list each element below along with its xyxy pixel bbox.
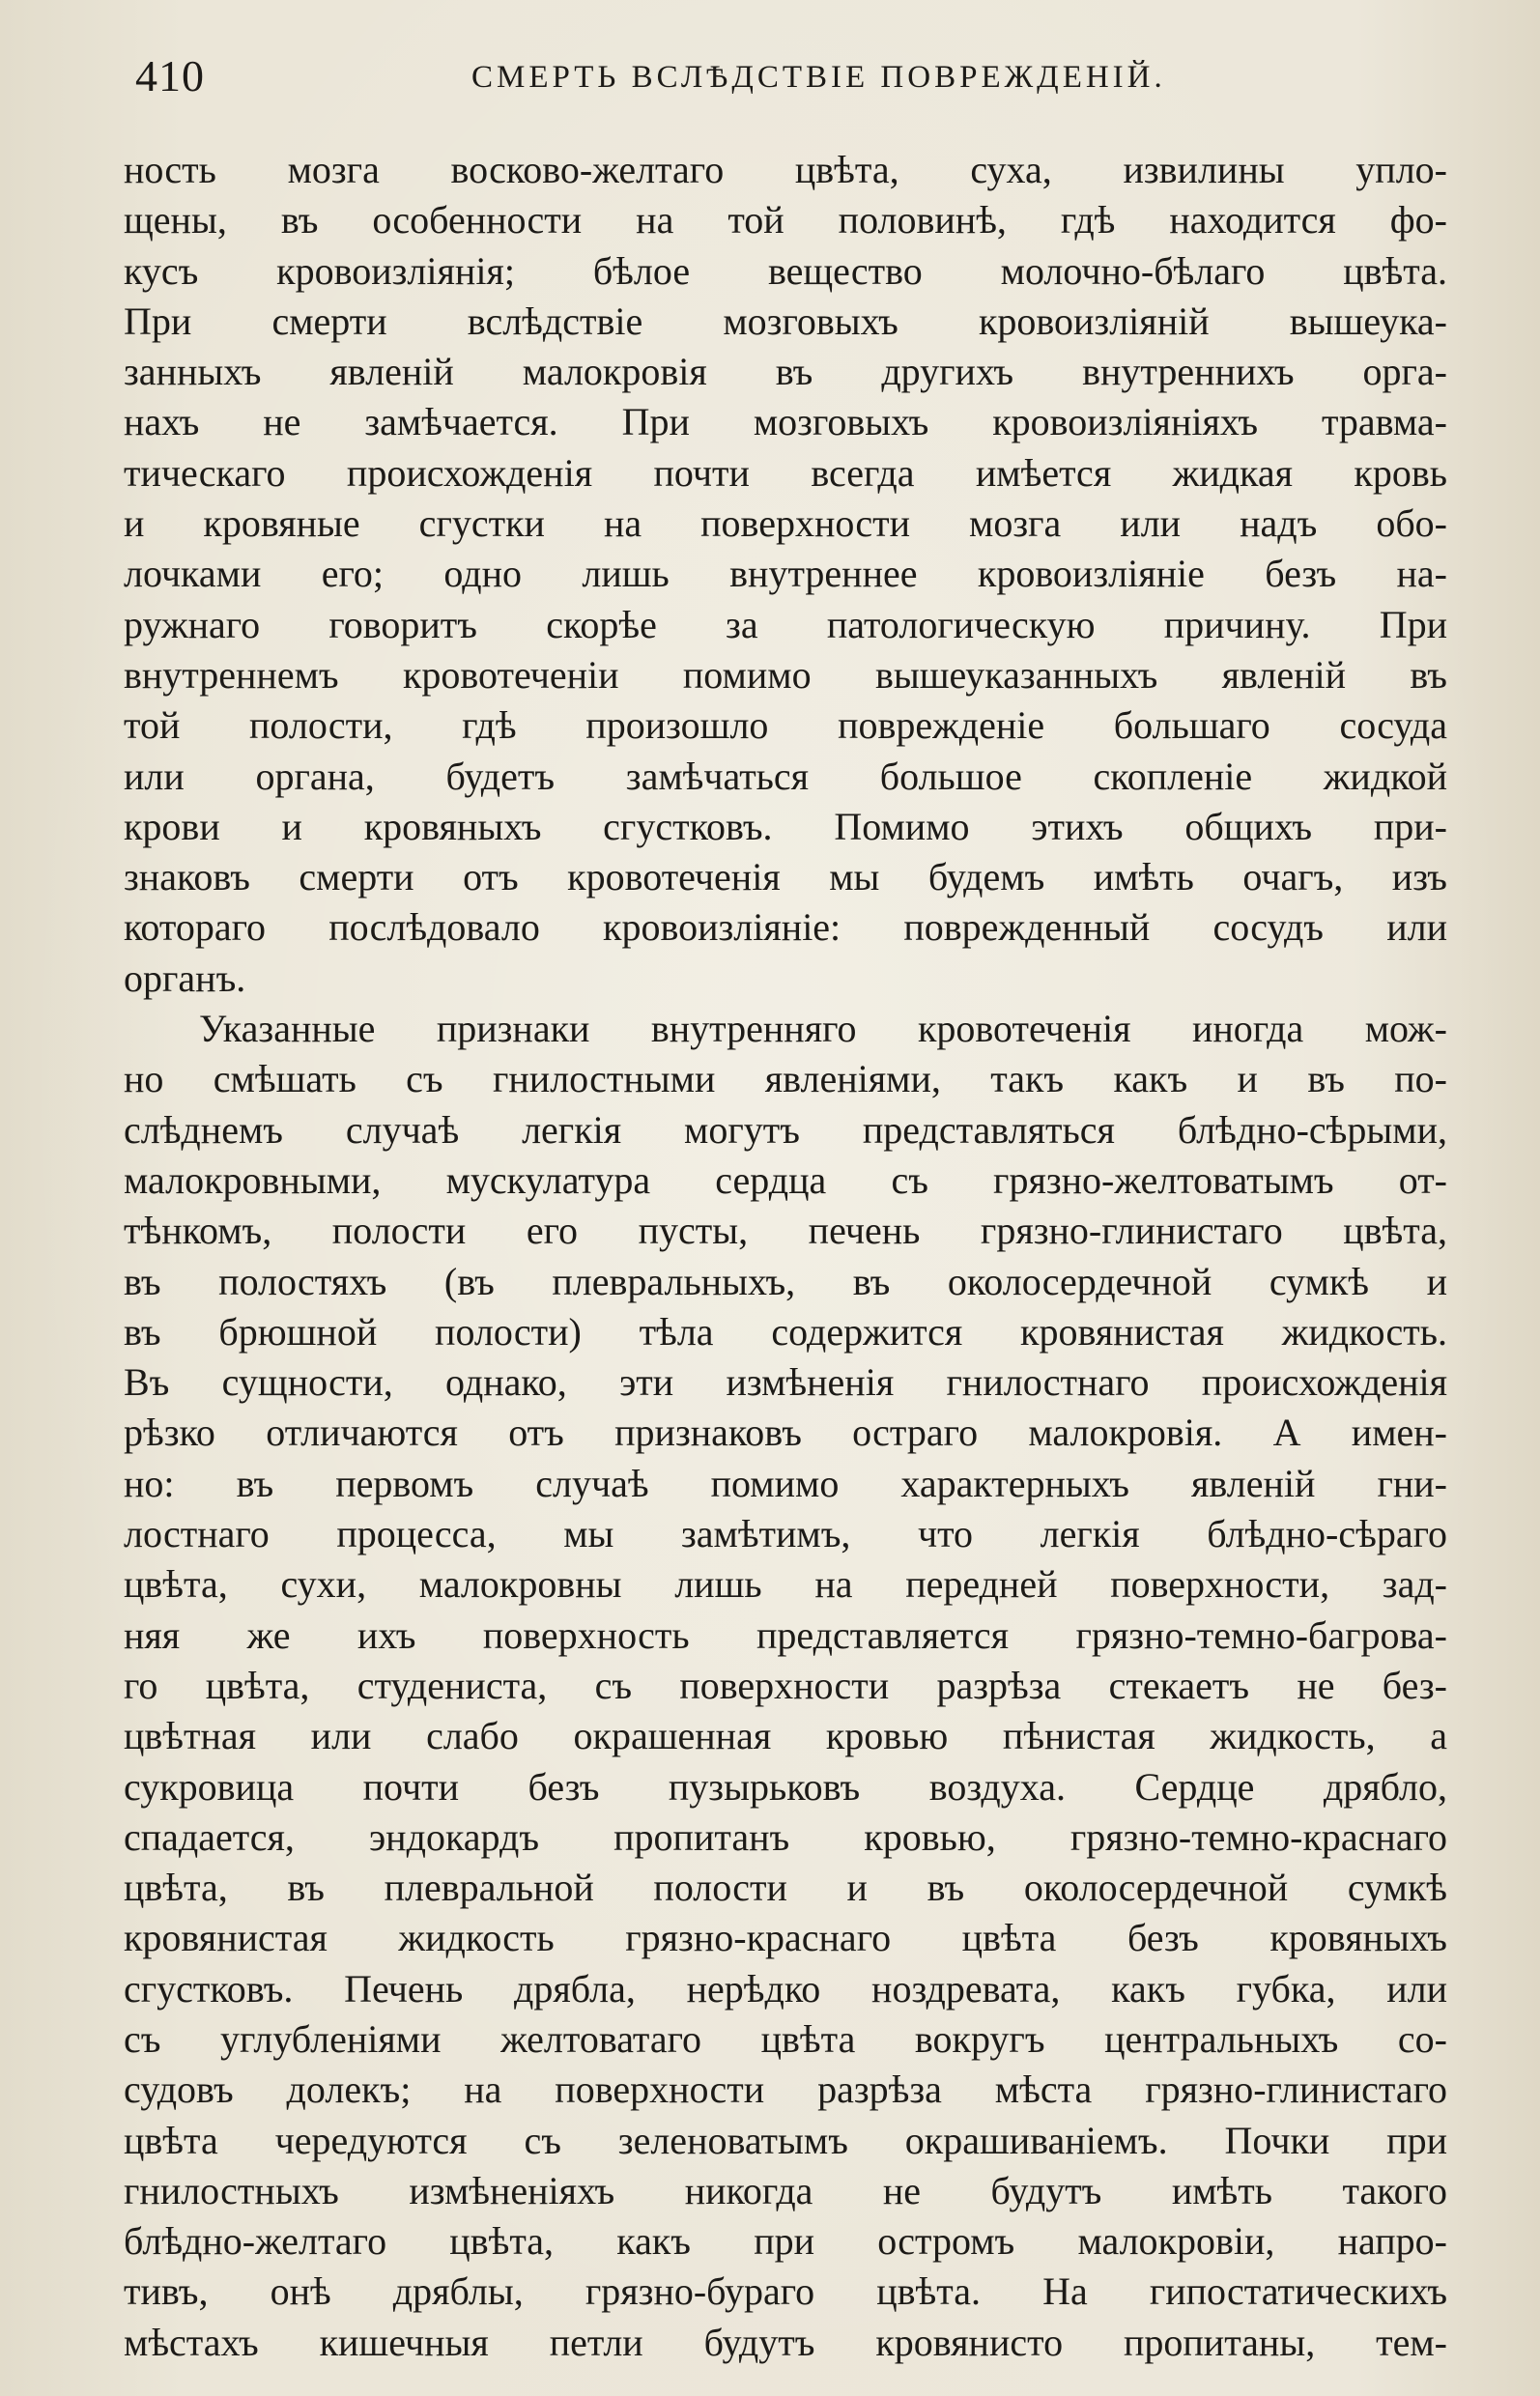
text-line: цвѣта чередуются съ зеленоватымъ окрашиванiемъ. Почки при [124, 2118, 1447, 2162]
text-line: котораго послѣдовало кровоизлiянiе: поврежденный сосудъ или [124, 905, 1447, 950]
text-line: При смерти вслѣдствiе мозговыхъ кровоизлiянiй вышеука- [124, 299, 1447, 343]
text-line: и кровяные сгустки на поверхности мозга или надъ обо- [124, 501, 1447, 546]
text-line: малокровными, мускулатура сердца съ грязно-желтоватымъ от- [124, 1157, 1447, 1202]
text-line: или органа, будетъ замѣчаться большое скопленiе жидкой [124, 754, 1447, 798]
text-line: крови и кровяныхъ сгустковъ. Помимо этихъ общихъ при- [124, 804, 1447, 848]
text-line: лостнаго процесса, мы замѣтимъ, что легкiя блѣдно-сѣраго [124, 1512, 1447, 1556]
page-number: 410 [135, 51, 205, 100]
text-line: съ углубленiями желтоватаго цвѣта вокругъ центральныхъ со- [124, 2016, 1447, 2061]
text-line: но: въ первомъ случаѣ помимо характерныхъ явленiй гни- [124, 1461, 1447, 1505]
text-line: щены, въ особенности на той половинѣ, гдѣ находится фо- [124, 198, 1447, 242]
text-line: няя же ихъ поверхность представляется грязно-темно-багрова- [124, 1612, 1447, 1657]
text-line: кусъ кровоизлiянiя; бѣлое вещество молочно-бѣлаго цвѣта. [124, 248, 1447, 293]
text-line: рѣзко отличаются отъ признаковъ остраго малокровiя. А имен- [124, 1411, 1447, 1455]
text-line: занныхъ явленiй малокровiя въ другихъ внутреннихъ орга- [124, 350, 1447, 394]
text-line: тѣнкомъ, полости его пусты, печень грязно-глинистаго цвѣта, [124, 1209, 1447, 1253]
text-line: спадается, эндокардъ пропитанъ кровью, грязно-темно-краснаго [124, 1814, 1447, 1859]
text-line: нахъ не замѣчается. При мозговыхъ кровоизлiянiяхъ травма- [124, 400, 1447, 444]
text-line: судовъ долекъ; на поверхности разрѣза мѣста грязно-глинистаго [124, 2068, 1447, 2112]
text-line: гнилостныхъ измѣненiяхъ никогда не будутъ имѣть такого [124, 2168, 1447, 2212]
text-line: въ брюшной полости) тѣла содержится кровянистая жидкость. [124, 1309, 1447, 1354]
text-line: но смѣшать съ гнилостными явленiями, такъ какъ и въ по- [124, 1057, 1447, 1101]
text-line: мѣстахъ кишечныя петли будутъ кровянисто пропитаны, тем- [124, 2320, 1447, 2364]
text-line: внутреннемъ кровотеченiи помимо вышеуказанныхъ явленiй въ [124, 652, 1447, 697]
running-head [124, 50, 1457, 108]
text-line: знаковъ смерти отъ кровотеченiя мы будемъ имѣть очагъ, изъ [124, 855, 1447, 899]
text-line: цвѣта, въ плевральной полости и въ околосердечной сумкѣ [124, 1866, 1447, 1910]
text-line: тивъ, онѣ дряблы, грязно-бураго цвѣта. На гипостатическихъ [124, 2269, 1447, 2314]
text-line: сгустковъ. Печень дрябла, нерѣдко ноздревата, какъ губка, или [124, 1966, 1447, 2011]
body-text [124, 145, 1447, 2368]
text-line: лочками его; одно лишь внутреннее кровоизлiянiе безъ на- [124, 552, 1447, 596]
text-line: той полости, гдѣ произошло поврежденiе большаго сосуда [124, 703, 1447, 748]
text-line: кровянистая жидкость грязно-краснаго цвѣта безъ кровяныхъ [124, 1916, 1447, 1960]
paragraph-start-line: Указанные признаки внутренняго кровотеченiя иногда мож- [199, 1007, 1447, 1051]
text-line: тическаго происхожденiя почти всегда имѣется жидкая кровь [124, 450, 1447, 495]
text-line: ружнаго говоритъ скорѣе за патологическую причину. При [124, 602, 1447, 646]
text-line: сукровица почти безъ пузырьковъ воздуха. Сердце дрябло, [124, 1764, 1447, 1809]
text-line: ность мозга восково-желтаго цвѣта, суха, извилины упло- [124, 148, 1447, 191]
text-line: цвѣта, сухи, малокровны лишь на передней поверхности, зад- [124, 1562, 1447, 1607]
text-line: го цвѣта, студениста, съ поверхности разрѣза стекаетъ не без- [124, 1663, 1447, 1707]
text-line: блѣдно-желтаго цвѣта, какъ при остромъ малокровiи, напро- [124, 2219, 1447, 2264]
paragraph-end-line: органъ. [124, 956, 246, 1000]
text-line: цвѣтная или слабо окрашенная кровью пѣнистая жидкость, а [124, 1714, 1447, 1758]
text-line: слѣднемъ случаѣ легкiя могутъ представляться блѣдно-сѣрыми, [124, 1107, 1447, 1152]
text-line: Въ сущности, однако, эти измѣненiя гнилостнаго происхожденiя [124, 1360, 1447, 1405]
running-title: СМЕРТЬ ВСЛѢДСТВIЕ ПОВРЕЖДЕНIЙ. [471, 60, 1166, 95]
text-line: въ полостяхъ (въ плевральныхъ, въ околосердечной сумкѣ и [124, 1259, 1447, 1303]
